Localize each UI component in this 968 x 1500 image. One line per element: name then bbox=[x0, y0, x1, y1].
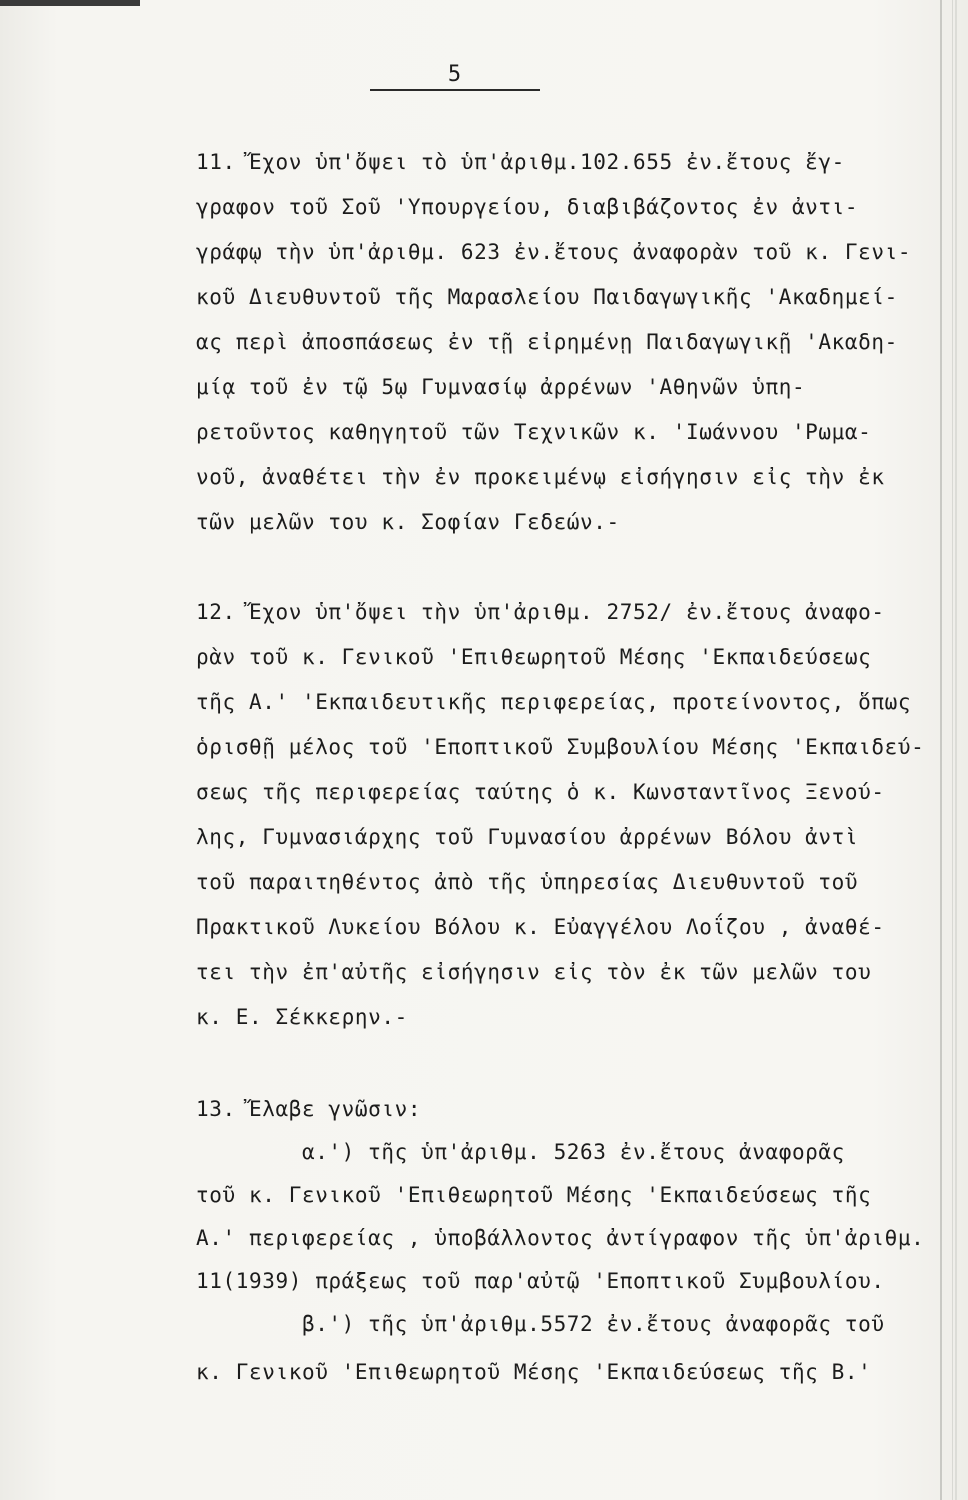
text-line: ὁρισθῇ μέλος τοῦ 'Εποπτικοῦ Συμβουλίου Μέσης 'Εκπαιδεύ- bbox=[196, 735, 925, 759]
text-line: τῶν μελῶν του κ. Σοφίαν Γεδεών.- bbox=[196, 510, 620, 534]
text-line: 12. Ἔχον ὑπ'ὄψει τὴν ὑπ'ἀριθμ. 2752/ ἐν.ἔτους ἀναφο- bbox=[196, 600, 885, 624]
text-line: 11. Ἔχον ὑπ'ὄψει τὸ ὑπ'ἀριθμ.102.655 ἐν.ἔτους ἔγ- bbox=[196, 150, 845, 174]
text-line: β.') τῆς ὑπ'ἀριθμ.5572 ἐν.ἔτους ἀναφορᾶς τοῦ bbox=[196, 1312, 885, 1336]
text-line: α.') τῆς ὑπ'ἀριθμ. 5263 ἐν.ἔτους ἀναφορᾶς bbox=[196, 1140, 845, 1164]
text-line: τοῦ παραιτηθέντος ἀπὸ τῆς ὑπηρεσίας Διευθυντοῦ τοῦ bbox=[196, 870, 859, 894]
text-line: Α.' περιφερείας , ὑποβάλλοντος ἀντίγραφον τῆς ὑπ'ἀριθμ. bbox=[196, 1226, 925, 1250]
text-line: 13. Ἔλαβε γνῶσιν: bbox=[196, 1097, 422, 1121]
text-line: κοῦ Διευθυντοῦ τῆς Μαρασλείου Παιδαγωγικῆς 'Ακαδημεί- bbox=[196, 285, 898, 309]
text-line: τει τὴν ἐπ'αὐτῆς εἰσήγησιν εἰς τὸν ἐκ τῶν μελῶν του bbox=[196, 960, 872, 984]
text-line: Πρακτικοῦ Λυκείου Βόλου κ. Εὐαγγέλου Λοΐζου , ἀναθέ- bbox=[196, 915, 885, 939]
page-number: 5 bbox=[370, 62, 540, 91]
text-line: γραφον τοῦ Σοῦ 'Υπουργείου, διαβιβάζοντος ἐν ἀντι- bbox=[196, 195, 859, 219]
text-line: λης, Γυμνασιάρχης τοῦ Γυμνασίου ἀρρένων Βόλου ἀντὶ bbox=[196, 825, 859, 849]
text-line: κ. Ε. Σέκκερην.- bbox=[196, 1005, 408, 1029]
text-line: κ. Γενικοῦ 'Επιθεωρητοῦ Μέσης 'Εκπαιδεύσεως τῆς Β.' bbox=[196, 1360, 872, 1384]
text-line: μίᾳ τοῦ ἐν τῷ 5ῳ Γυμνασίῳ ἀρρένων 'Αθηνῶν ὑπη- bbox=[196, 375, 806, 399]
text-line: 11(1939) πράξεως τοῦ παρ'αὐτῷ 'Εποπτικοῦ Συμβουλίου. bbox=[196, 1269, 885, 1293]
text-line: γράφῳ τὴν ὑπ'ἀριθμ. 623 ἐν.ἔτους ἀναφορὰν τοῦ κ. Γενι- bbox=[196, 240, 912, 264]
page-edge bbox=[940, 0, 953, 1500]
text-line: ρετοῦντος καθηγητοῦ τῶν Τεχνικῶν κ. 'Ιωάννου 'Ρωμα- bbox=[196, 420, 872, 444]
page-edge bbox=[955, 0, 957, 1500]
text-line: νοῦ, ἀναθέτει τὴν ἐν προκειμένῳ εἰσήγησιν εἰς τὴν ἐκ bbox=[196, 465, 885, 489]
scan-edge-mark bbox=[0, 0, 140, 6]
text-line: τοῦ κ. Γενικοῦ 'Επιθεωρητοῦ Μέσης 'Εκπαιδεύσεως τῆς bbox=[196, 1183, 872, 1207]
text-line: ας περὶ ἀποσπάσεως ἐν τῇ εἰρημένῃ Παιδαγωγικῇ 'Ακαδη- bbox=[196, 330, 898, 354]
text-line: σεως τῆς περιφερείας ταύτης ὁ κ. Κωνσταντῖνος Ξενού- bbox=[196, 780, 885, 804]
text-line: τῆς Α.' 'Εκπαιδευτικῆς περιφερείας, προτείνοντος, ὅπως bbox=[196, 690, 912, 714]
text-line: ρὰν τοῦ κ. Γενικοῦ 'Επιθεωρητοῦ Μέσης 'Εκπαιδεύσεως bbox=[196, 645, 872, 669]
